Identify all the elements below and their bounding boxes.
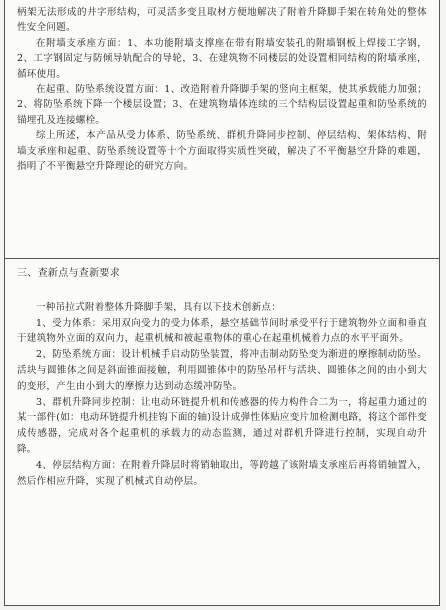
paragraph-corner-structure: 柄架无法形成的井字形结构，可灵活多变且取材方便地解决了附着升降脚手架在转角处的整体性安全问题。: [17, 7, 427, 34]
novelty-item-sync-control: 3、群机升降同步控制：让电动环链提升机和传感器的传力构件合二为一，将起重力通过的某一部件(如：电动环链提升机挂钩下面的轴)设计成弹性体贴应变片加检测电路，将这个部件变成传感器，完成对各个起重机的承载力的动态监测，通过对群机升降进行控制，实现自动升降。: [17, 396, 427, 455]
previous-section-text: [17, 5, 427, 253]
novelty-item-stop-structure: 4、停层结构方面：在附着升降层时将销轴取出，等跨越了该附墙支承座后再将销轴置入，然后作相应升降，实现了机械式自动停层。: [17, 459, 427, 487]
novelty-item-force-system: 1、受力体系：采用双向受力的受力体系，悬空基础节间时承受平行于建筑物外立面和垂直于建筑物外立面的双向力，起重机械和被起重物体的重心在起重机械着力点的水平平面外。: [17, 317, 427, 345]
novelty-section: [17, 266, 427, 596]
section-heading: 三、查新点与查新要求: [17, 268, 120, 279]
section-divider: [5, 258, 439, 259]
paragraph-lifting-fall-prevention: 在起重、防坠系统设置方面：1、改造附着升降脚手架的竖向主框架，使其承载能力加强；2、将防坠系统下降一个楼层设置；3、在建筑物墙体连续的三个结构层设置起重和防坠系统的锚埋孔及连接螺栓。: [17, 84, 427, 126]
novelty-item-fall-prevention: 2、防坠系统方面：设计机械手启动防坠装置，将冲击制动防坠变为渐进的摩擦制动防坠。活块与圆锥体之间是斜面锥面接触，利用圆锥体中的防坠吊杆与活块、圆锥体之间的由小到大的变形，产生由小到大的摩擦力达到动态缓冲防坠。: [17, 349, 427, 392]
document-sheet: [4, 0, 440, 606]
paragraph-wall-support: 在附墙支承座方面：1、本功能附墙支撑座在带有附墙安装孔的附墙钢板上焊接工字钢，2、工字钢固定与防倾导轨配合的导轮，3、在建筑物不同楼层的处设置相同结构的附墙承座，循环使用。: [17, 37, 427, 80]
paragraph-summary: 综上所述，本产品从受力体系、防坠系统、群机升降同步控制、停层结构、架体结构、附墙支承座和起重、防坠系统设置等十个方面取得实质性突破，解决了不平衡悬空升降的难题，指明了不平衡悬空升降理论的研究方向。: [17, 130, 427, 173]
novelty-intro: 一种吊拉式附着整体升降脚手架，具有以下技术创新点：: [36, 301, 282, 313]
